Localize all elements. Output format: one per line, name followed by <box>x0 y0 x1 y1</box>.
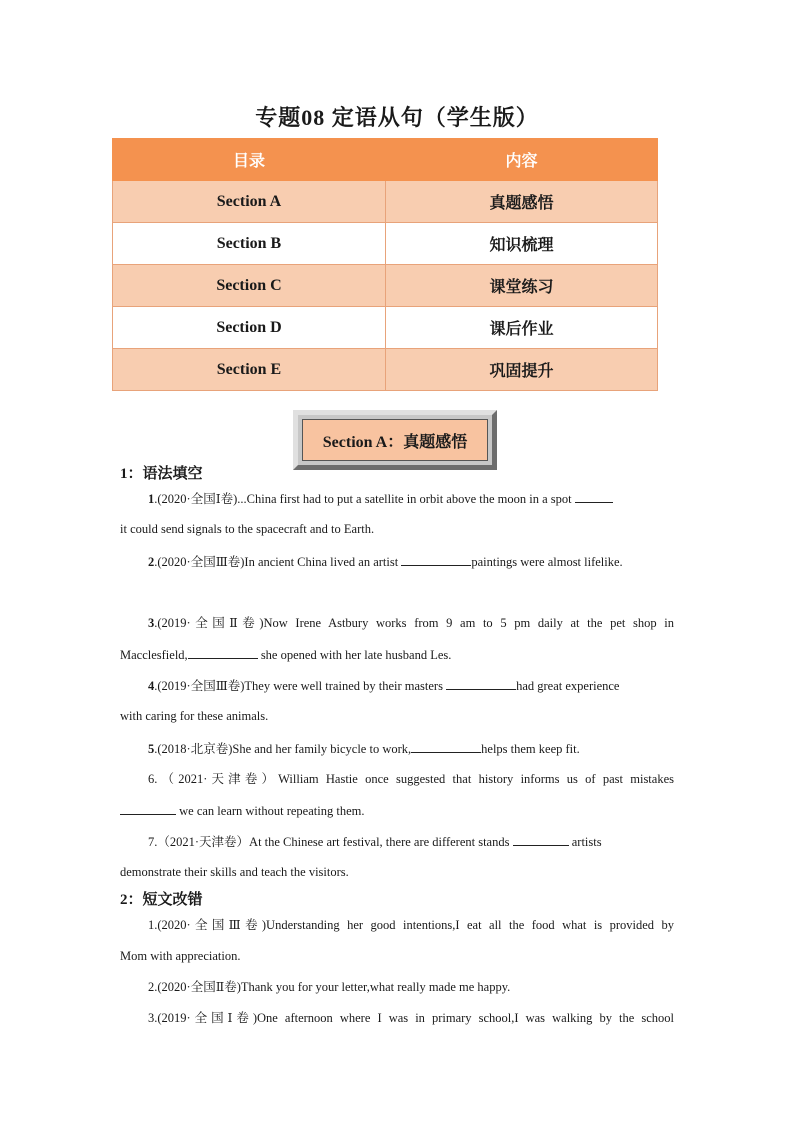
page-title: 专题08 定语从句（学生版） <box>255 105 539 130</box>
question-1-line-1 <box>148 490 674 507</box>
section-cell: Section C <box>113 265 386 307</box>
question-text: .(2019·全国Ⅲ卷)They were well trained by their masters <box>154 679 447 693</box>
content-cell: 课后作业 <box>386 307 658 349</box>
question-7-line-1 <box>148 833 674 850</box>
question-5-line <box>148 740 674 757</box>
question-text: we can learn without repeating them. <box>176 804 365 818</box>
content-cell: 巩固提升 <box>386 349 658 391</box>
question-4-line-2: with caring for these animals. <box>120 709 269 723</box>
answer-blank[interactable] <box>575 490 613 503</box>
question-text: 7.（2021·天津卷）At the Chinese art festival, there are different stands <box>148 835 513 849</box>
question-1-line-2: it could send signals to the spacecraft and to Earth. <box>120 522 375 536</box>
question-number: 1 <box>148 492 155 506</box>
question-number: 2 <box>148 555 155 569</box>
content-cell: 真题感悟 <box>386 181 658 223</box>
question-2-line <box>148 553 674 570</box>
answer-blank[interactable] <box>401 553 471 566</box>
question-text: .(2019·全国Ⅱ卷)Now Irene Astbury works from 9 am to 5 pm daily at the pet shop in <box>154 616 674 630</box>
question-number: 4 <box>148 679 155 693</box>
header-cell: 目录 <box>113 139 386 181</box>
table-row <box>113 349 658 391</box>
contents-table <box>112 138 658 391</box>
table-header-row <box>113 139 658 181</box>
question-3-line-2 <box>120 646 674 663</box>
question-number: 3 <box>148 616 155 630</box>
question-6-line-2 <box>120 802 674 819</box>
question-text: she opened with her late husband Les. <box>257 648 452 662</box>
question-text: paintings were almost lifelike. <box>471 555 623 569</box>
question-text: artists <box>568 835 602 849</box>
answer-blank[interactable] <box>411 740 481 753</box>
question-text: Macclesfield, <box>120 648 188 662</box>
correction-2-line: 2.(2020·全国Ⅱ卷)Thank you for your letter,what really made me happy. <box>148 980 511 994</box>
correction-1-line-2: Mom with appreciation. <box>120 949 241 963</box>
question-3-line-1 <box>148 615 674 631</box>
table-row <box>113 307 658 349</box>
question-4-line-1 <box>148 677 674 694</box>
question-text: .(2020·全国Ⅰ卷)...China first had to put a satellite in orbit above the moon in a spot <box>154 492 575 506</box>
header-cell: 内容 <box>386 139 658 181</box>
section-cell: Section E <box>113 349 386 391</box>
correction-1-line-1: 1.(2020·全国Ⅲ卷)Understanding her good intentions,I eat all the food what is provided by <box>148 918 674 932</box>
content-cell: 课堂练习 <box>386 265 658 307</box>
grammar-fill-heading: 1：语法填空 <box>120 466 203 482</box>
correction-3-line: 3.(2019·全国Ⅰ卷)One afternoon where I was in primary school,I was walking by the school <box>148 1011 674 1025</box>
question-text: helps them keep fit. <box>481 742 580 756</box>
section-cell: Section D <box>113 307 386 349</box>
question-text: had great experience <box>516 679 620 693</box>
answer-blank[interactable] <box>188 646 258 659</box>
table-row <box>113 223 658 265</box>
question-text: .(2018·北京卷)She and her family bicycle to work, <box>154 742 412 756</box>
question-number: 5 <box>148 742 155 756</box>
question-7-line-2: demonstrate their skills and teach the visitors. <box>120 865 349 879</box>
section-a-badge-label: Section A：真题感悟 <box>302 419 488 461</box>
content-cell: 知识梳理 <box>386 223 658 265</box>
table-row <box>113 265 658 307</box>
table-row <box>113 181 658 223</box>
question-text: .(2020·全国Ⅲ卷)In ancient China lived an artist <box>154 555 402 569</box>
answer-blank[interactable] <box>446 677 516 690</box>
error-correction-heading: 2：短文改错 <box>120 892 203 908</box>
section-cell: Section A <box>113 181 386 223</box>
section-cell: Section B <box>113 223 386 265</box>
answer-blank[interactable] <box>513 833 569 846</box>
question-6-line-1: 6.（2021·天津卷）William Hastie once suggested that history informs us of past mistakes <box>148 772 674 786</box>
answer-blank[interactable] <box>120 802 176 815</box>
section-a-badge <box>293 410 497 470</box>
